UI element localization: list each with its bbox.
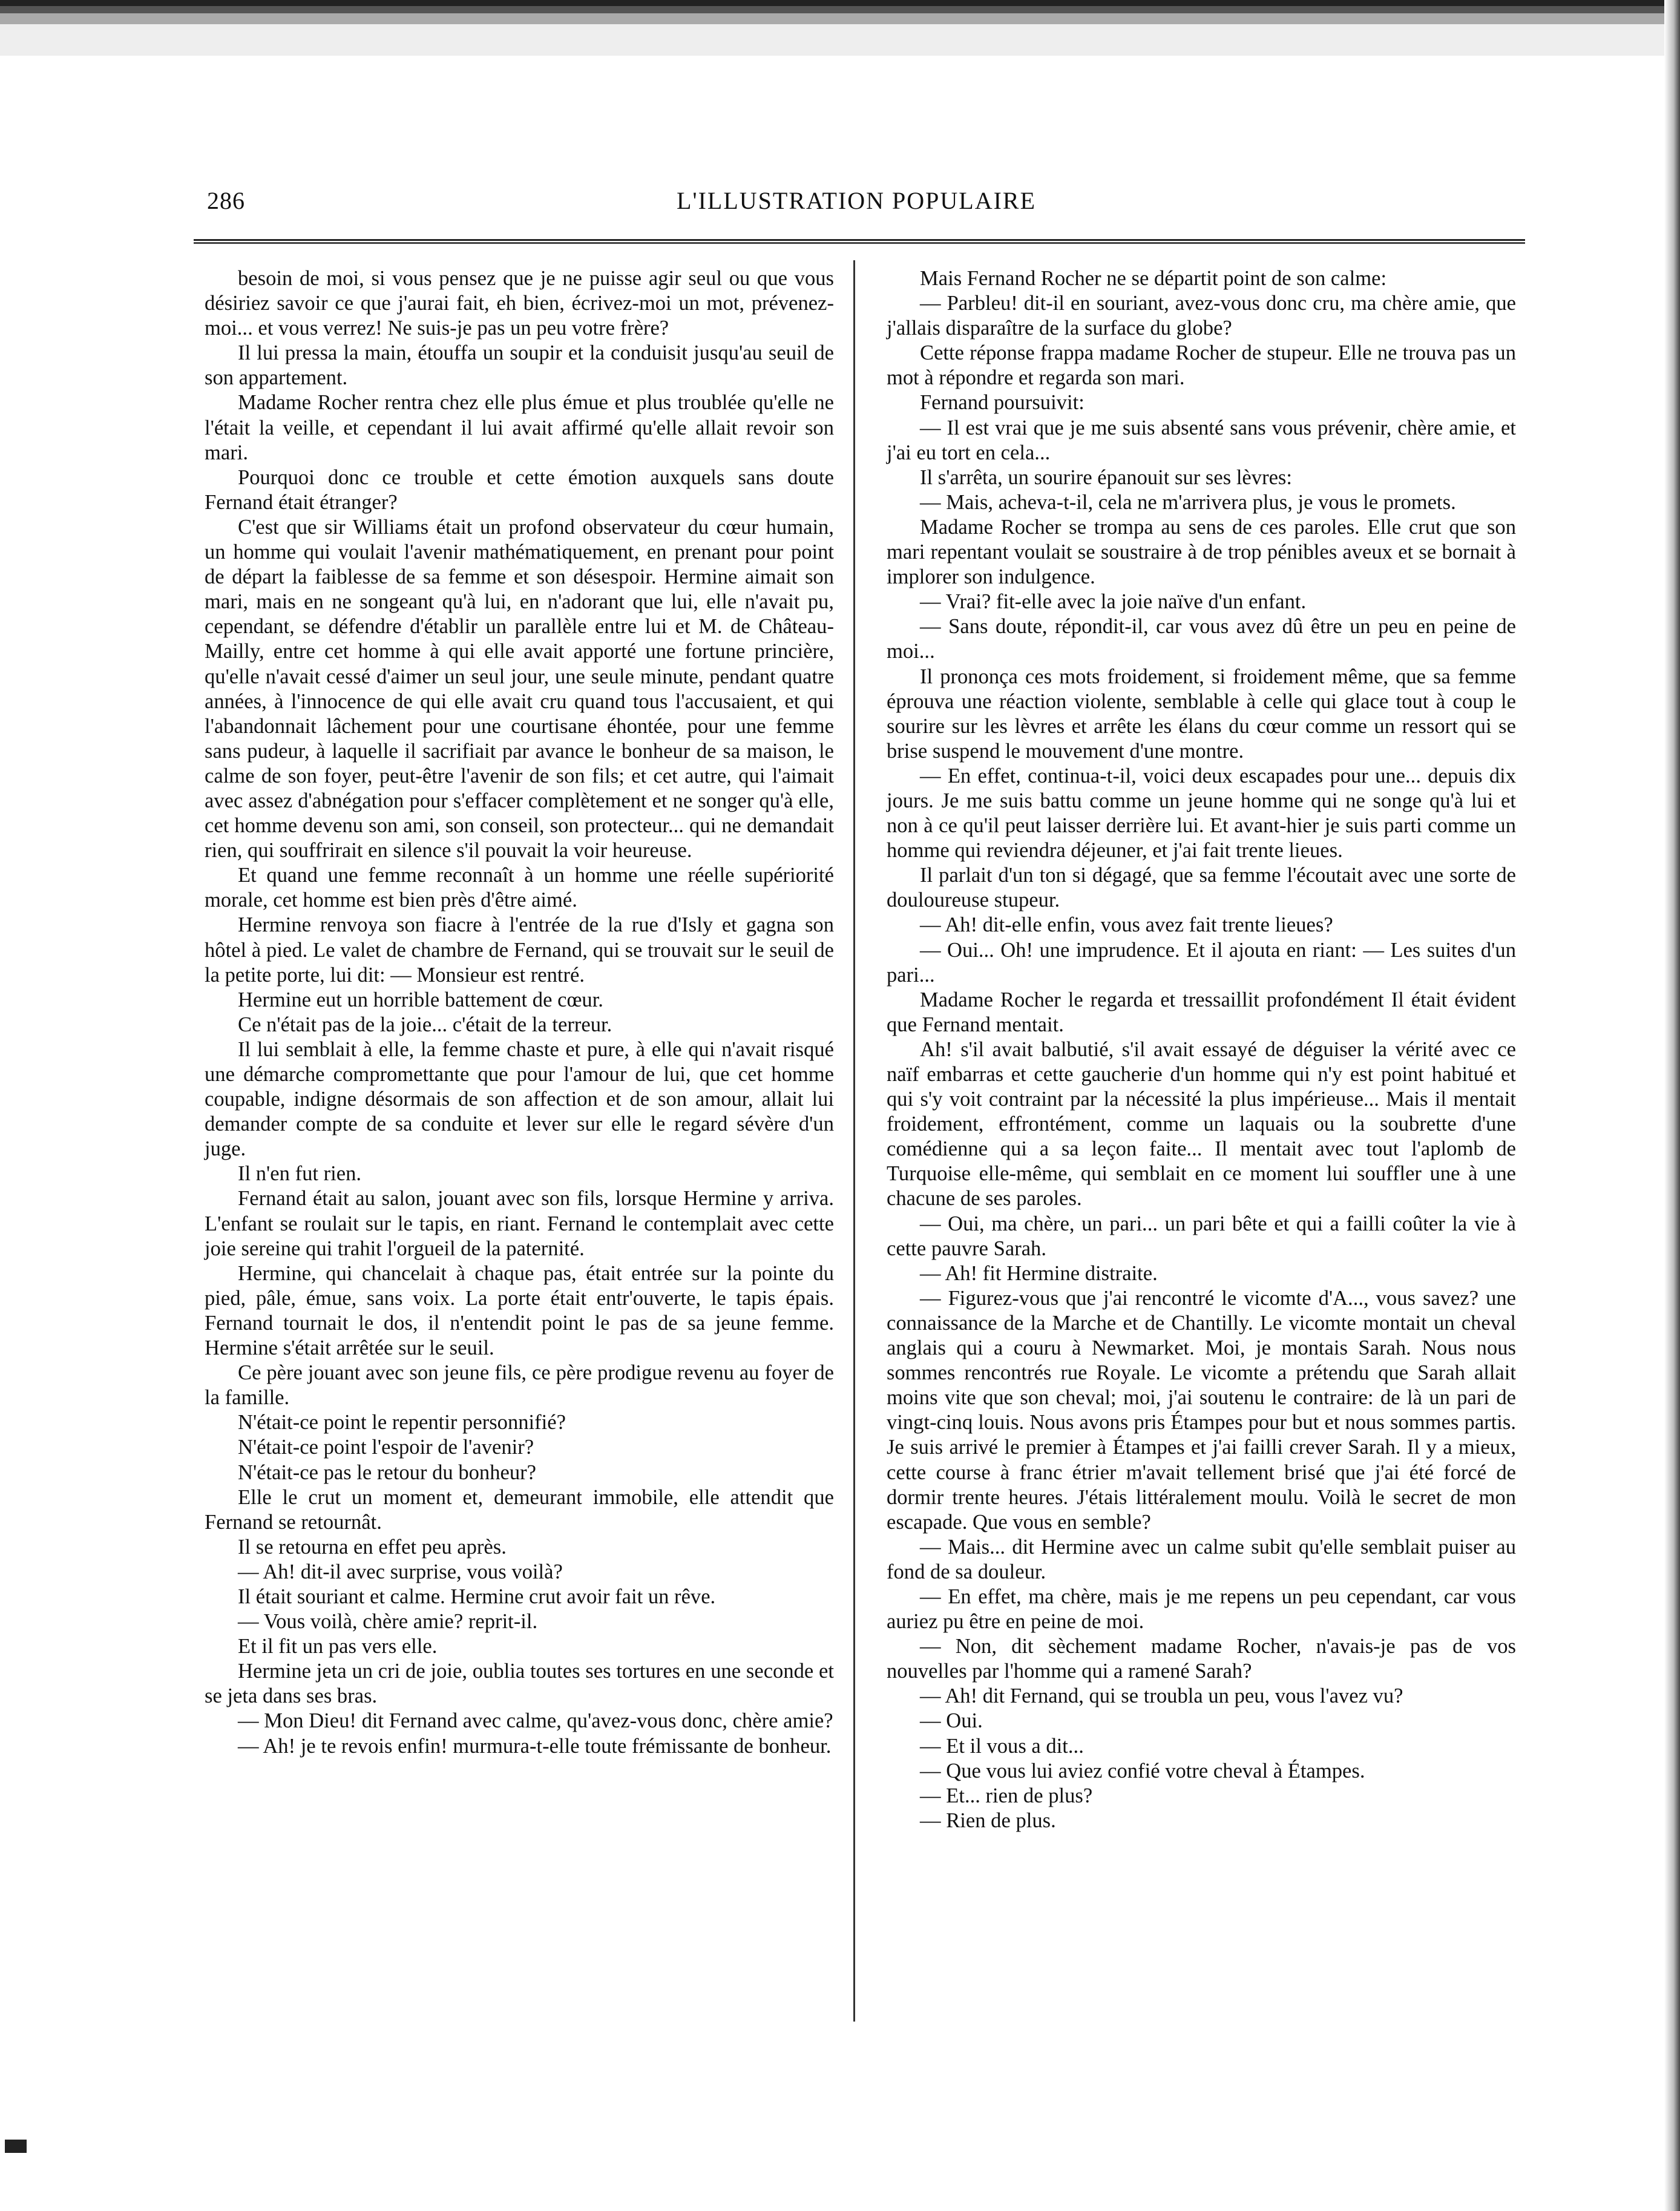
paragraph: Il s'arrêta, un sourire épanouit sur ses lèvres: xyxy=(920,465,1292,489)
header-rule xyxy=(194,239,1525,245)
scan-edge-mark xyxy=(5,2140,27,2153)
paragraph: Cette réponse frappa madame Rocher de stupeur. Elle ne trouva pas un mot à répondre et regarda son mari. xyxy=(887,341,1516,390)
paragraph: — Vrai? fit-elle avec la joie naïve d'un enfant. xyxy=(920,590,1307,614)
paragraph: Fernand était au salon, jouant avec son fils, lorsque Hermine y arriva. L'enfant se roulait sur le tapis, en riant. Fernand le contemplait avec cette joie sereine qui trahit l'orgueil de la paternité. xyxy=(205,1187,834,1260)
page-number: 286 xyxy=(207,187,245,214)
paragraph: Il prononça ces mots froidement, si froidement même, que sa femme éprouva une réaction violente, semblable à celle qui glace tout à coup le sourire sur les lèvres et arrête les élans du cœur comme un ressort qui se brise suspend le mouvement d'une montre. xyxy=(887,665,1516,763)
running-title: L'ILLUSTRATION POPULAIRE xyxy=(676,187,1037,214)
right-column xyxy=(887,266,1516,1833)
paragraph: — Mais... dit Hermine avec un calme subit qu'elle semblait puiser au fond de sa douleur. xyxy=(887,1535,1516,1583)
paragraph: Madame Rocher se trompa au sens de ces paroles. Elle crut que son mari repentant voulait se soustraire à de trop pénibles aveux et se bornait à implorer son indulgence. xyxy=(887,515,1516,589)
paragraph: Il était souriant et calme. Hermine crut avoir fait un rêve. xyxy=(238,1585,716,1608)
paragraph: C'est que sir Williams était un profond observateur du cœur humain, un homme qui voulait l'avenir mathématiquement, en prenant pour point de départ la faiblesse de sa femme et son désespoir. Hermine aimait son mari, mais en ne songeant qu'à lui, en n'adorant que lui, elle n'avait pu, cependant, se défendre d'établir un parallèle entre lui et M. de Château-Mailly, entre cet homme à qui elle avait apporté une fortune princière, qu'elle n'avait cessé d'aimer un seul jour, une seule minute, pendant quatre années, à l'innocence de qui elle avait cru quand tous l'accusaient, et qui l'abandonnait lâchement pour une courtisane éhontée, pour une femme sans pudeur, à laquelle il sacrifiait par avance le bonheur de sa maison, le calme de son foyer, peut-être l'avenir de son fils; et cet autre, qui l'aimait avec assez d'abnégation pour s'effacer complètement et ne songer qu'à elle, cet homme devenu son ami, son conseil, son protecteur... qui ne demandait rien, qui souffrirait en silence s'il pouvait la voir heureuse. xyxy=(205,515,834,862)
paragraph: Et quand une femme reconnaît à un homme une réelle supériorité morale, cet homme est bien près d'être aimé. xyxy=(205,864,834,912)
paragraph: Hermine renvoya son fiacre à l'entrée de la rue d'Isly et gagna son hôtel à pied. Le valet de chambre de Fernand, qui se trouvait sur le seuil de la petite porte, lui dit: — Monsieur est rentré. xyxy=(205,913,834,987)
paragraph: — Mais, acheva-t-il, cela ne m'arrivera plus, je vous le promets. xyxy=(920,490,1456,514)
paragraph: — Que vous lui aviez confié votre cheval à Étampes. xyxy=(920,1759,1365,1782)
paragraph: — Mon Dieu! dit Fernand avec calme, qu'avez-vous donc, chère amie? xyxy=(238,1709,833,1733)
paragraph: — Ah! je te revois enfin! murmura-t-elle toute frémissante de bonheur. xyxy=(238,1734,832,1758)
paragraph: — Ah! dit Fernand, qui se troubla un peu, vous l'avez vu? xyxy=(920,1684,1403,1708)
paragraph: Pourquoi donc ce trouble et cette émotion auxquels sans doute Fernand était étranger? xyxy=(205,465,834,514)
paragraph: N'était-ce point l'espoir de l'avenir? xyxy=(238,1436,534,1459)
paragraph: — En effet, ma chère, mais je me repens un peu cependant, car vous auriez pu être en peine de moi. xyxy=(887,1585,1516,1634)
paragraph: Elle le crut un moment et, demeurant immobile, elle attendit que Fernand se retournât. xyxy=(205,1485,834,1534)
paragraph: Hermine, qui chancelait à chaque pas, était entrée sur la pointe du pied, pâle, émue, sans voix. La porte était entr'ouverte, le tapis épais. Fernand tournait le dos, il n'entendit point le pas de sa jeune femme. Hermine s'était arrêtée sur le seuil. xyxy=(205,1261,834,1360)
paragraph: — Figurez-vous que j'ai rencontré le vicomte d'A..., vous savez? une connaissance de la Marche et de Chantilly. Le vicomte montait un cheval anglais qui a couru à Newmarket. Moi, je montais Sarah. Nous nous sommes rencontrés rue Royale. Le vicomte a prétendu que Sarah allait moins vite que son cheval; moi, j'ai soutenu le contraire: de là un pari de vingt-cinq louis. Nous avons pris Étampes pour but et nous sommes partis. Je suis arrivé le premier à Étampes et j'ai failli crever Sarah. Il y a mieux, cette course à franc étrier m'avait tellement brisé que j'ai été forcé de dormir trente heures. J'étais littéralement moulu. Voilà le secret de mon escapade. Que vous en semble? xyxy=(887,1286,1516,1534)
scan-top-border xyxy=(0,0,1680,56)
paragraph: — Oui, ma chère, un pari... un pari bête et qui a failli coûter la vie à cette pauvre Sarah. xyxy=(887,1212,1516,1260)
paragraph: — En effet, continua-t-il, voici deux escapades pour une... depuis dix jours. Je me suis battu comme un jeune homme qui ne songe qu'à lui et non à ce qu'il peut laisser derrière lui. Et avant-hier je suis parti comme un homme qui reviendra déjeuner, et j'ai fait trente lieues. xyxy=(887,764,1516,862)
paragraph: Ce père jouant avec son jeune fils, ce père prodigue revenu au foyer de la famille. xyxy=(205,1361,834,1410)
paragraph: — Vous voilà, chère amie? reprit-il. xyxy=(238,1610,538,1634)
paragraph: — Il est vrai que je me suis absenté sans vous prévenir, chère amie, et j'ai eu tort en cela... xyxy=(887,416,1516,464)
paragraph: Il se retourna en effet peu après. xyxy=(238,1535,507,1559)
paragraph: Ce n'était pas de la joie... c'était de la terreur. xyxy=(238,1013,612,1036)
paragraph: N'était-ce point le repentir personnifié? xyxy=(238,1411,566,1434)
page-header xyxy=(194,182,1519,218)
paragraph: Il lui semblait à elle, la femme chaste et pure, à elle qui n'avait risqué une démarche compromettante que pour l'amour de lui, que cet homme coupable, indigne désormais de son affection et de son amour, allait lui demander compte de sa conduite et lever sur elle le regard sévère d'un juge. xyxy=(205,1037,834,1161)
paragraph: — Ah! fit Hermine distraite. xyxy=(920,1261,1158,1285)
paragraph: — Oui. xyxy=(920,1709,983,1733)
paragraph: Ah! s'il avait balbutié, s'il avait essayé de déguiser la vérité avec ce naïf embarras et cette gaucherie d'un homme qui n'y est point habitué et qui s'y voit contraint par la nécessité la plus impérieuse... Mais il mentait froidement, effrontément, comme un laquais ou la soubrette d'une comédienne qui a sa leçon faite... Il mentait avec tout l'aplomb de Turquoise elle-même, qui semblait en ce moment lui souffler une à une chacune de ses paroles. xyxy=(887,1037,1516,1211)
paragraph: besoin de moi, si vous pensez que je ne puisse agir seul ou que vous désiriez savoir ce que j'aurai fait, eh bien, écrivez-moi un mot, prévenez-moi... et vous verrez! Ne suis-je pas un peu votre frère? xyxy=(205,267,834,340)
paragraph: Madame Rocher rentra chez elle plus émue et plus troublée qu'elle ne l'était la veille, et cependant il lui avait affirmé qu'elle allait revoir son mari. xyxy=(205,391,834,464)
paragraph: Il n'en fut rien. xyxy=(238,1162,362,1186)
paragraph: N'était-ce pas le retour du bonheur? xyxy=(238,1460,536,1484)
column-divider xyxy=(853,260,855,2022)
paragraph: — Rien de plus. xyxy=(920,1809,1056,1832)
paragraph: — Et... rien de plus? xyxy=(920,1784,1093,1807)
paragraph: Mais Fernand Rocher ne se départit point de son calme: xyxy=(920,267,1387,290)
paragraph: Fernand poursuivit: xyxy=(920,391,1084,415)
paragraph: Hermine jeta un cri de joie, oublia toutes ses tortures en une seconde et se jeta dans ses bras. xyxy=(205,1660,834,1708)
left-column xyxy=(205,266,834,1759)
paragraph: — Ah! dit-elle enfin, vous avez fait trente lieues? xyxy=(920,913,1333,937)
paragraph: — Sans doute, répondit-il, car vous avez dû être un peu en peine de moi... xyxy=(887,615,1516,663)
paragraph: Et il fit un pas vers elle. xyxy=(238,1635,438,1658)
scan-right-edge xyxy=(1664,0,1680,2211)
paragraph: Il lui pressa la main, étouffa un soupir et la conduisit jusqu'au seuil de son appartement. xyxy=(205,341,834,390)
paragraph: — Oui... Oh! une imprudence. Et il ajouta en riant: — Les suites d'un pari... xyxy=(887,938,1516,987)
paragraph: — Et il vous a dit... xyxy=(920,1734,1084,1758)
paragraph: — Parbleu! dit-il en souriant, avez-vous donc cru, ma chère amie, que j'allais disparaître de la surface du globe? xyxy=(887,292,1516,340)
paragraph: Il parlait d'un ton si dégagé, que sa femme l'écoutait avec une sorte de douloureuse stupeur. xyxy=(887,864,1516,912)
paragraph: — Non, dit sèchement madame Rocher, n'avais-je pas de vos nouvelles par l'homme qui a ramené Sarah? xyxy=(887,1635,1516,1683)
paragraph: — Ah! dit-il avec surprise, vous voilà? xyxy=(238,1560,563,1583)
paragraph: Hermine eut un horrible battement de cœur. xyxy=(238,988,603,1011)
paragraph: Madame Rocher le regarda et tressaillit profondément Il était évident que Fernand mentait. xyxy=(887,988,1516,1036)
